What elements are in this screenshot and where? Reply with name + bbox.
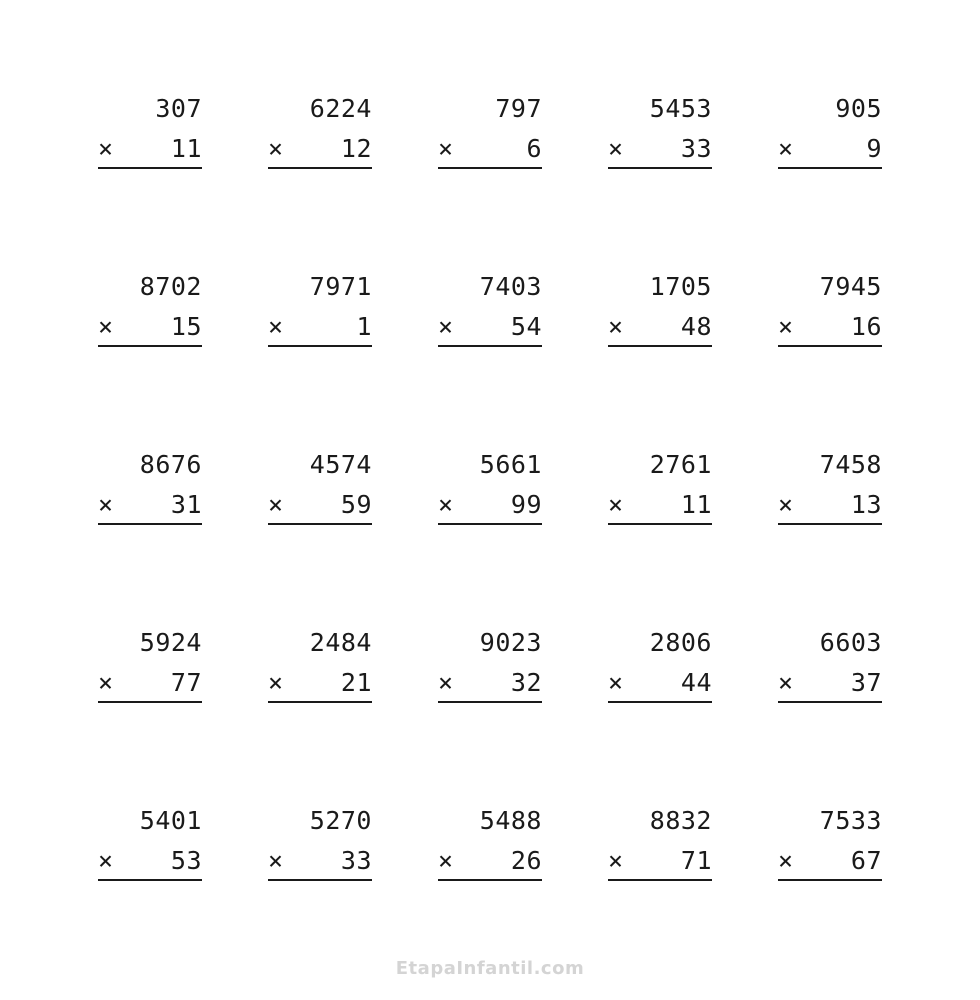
times-sign: × [778,846,794,875]
multiplicand: 2806 [649,628,712,657]
answer-line [778,345,882,347]
multiplicand: 5270 [309,806,372,835]
times-sign: × [268,312,284,341]
multiplier: 21 [340,668,372,697]
times-sign: × [98,134,114,163]
multiplier: 44 [680,668,712,697]
multiplier: 15 [170,312,202,341]
answer-line [608,345,712,347]
multiplicand: 905 [835,94,882,123]
multiplication-problem [608,94,712,174]
times-sign: × [98,846,114,875]
multiplicand: 6224 [309,94,372,123]
times-sign: × [438,668,454,697]
answer-line [268,879,372,881]
multiplication-problem [268,450,372,530]
answer-line [608,879,712,881]
multiplication-problem [778,628,882,708]
answer-line [608,523,712,525]
multiplier: 67 [850,846,882,875]
answer-line [778,167,882,169]
multiplication-problem [268,628,372,708]
multiplicand: 6603 [819,628,882,657]
multiplicand: 8676 [139,450,202,479]
times-sign: × [438,134,454,163]
multiplier: 48 [680,312,712,341]
multiplication-problem [608,806,712,886]
answer-line [438,701,542,703]
multiplicand: 5661 [479,450,542,479]
multiplication-problem [778,272,882,352]
multiplication-problem [608,450,712,530]
multiplication-problem [98,272,202,352]
answer-line [98,523,202,525]
multiplication-problem [268,272,372,352]
answer-line [778,523,882,525]
times-sign: × [778,312,794,341]
multiplier: 26 [510,846,542,875]
multiplicand: 8702 [139,272,202,301]
multiplier: 53 [170,846,202,875]
multiplicand: 7533 [819,806,882,835]
multiplier: 99 [510,490,542,519]
multiplier: 9 [866,134,882,163]
multiplier: 13 [850,490,882,519]
multiplier: 31 [170,490,202,519]
multiplicand: 7971 [309,272,372,301]
answer-line [98,345,202,347]
times-sign: × [98,668,114,697]
times-sign: × [268,668,284,697]
times-sign: × [608,134,624,163]
times-sign: × [778,134,794,163]
multiplication-problem [438,450,542,530]
times-sign: × [608,668,624,697]
answer-line [778,701,882,703]
multiplier: 33 [340,846,372,875]
multiplicand: 9023 [479,628,542,657]
multiplication-problem [778,806,882,886]
multiplicand: 7458 [819,450,882,479]
multiplication-problem [438,272,542,352]
times-sign: × [438,490,454,519]
answer-line [98,167,202,169]
multiplicand: 4574 [309,450,372,479]
multiplier: 16 [850,312,882,341]
multiplicand: 5401 [139,806,202,835]
answer-line [438,345,542,347]
multiplication-problem [438,806,542,886]
multiplicand: 8832 [649,806,712,835]
times-sign: × [608,490,624,519]
times-sign: × [608,312,624,341]
multiplier: 1 [356,312,372,341]
multiplication-problem [778,94,882,174]
multiplicand: 7403 [479,272,542,301]
multiplicand: 2484 [309,628,372,657]
times-sign: × [778,490,794,519]
multiplication-problem [608,272,712,352]
times-sign: × [98,490,114,519]
multiplication-problem [98,806,202,886]
multiplicand: 1705 [649,272,712,301]
footer-watermark: EtapaInfantil.com [395,958,585,979]
multiplicand: 5488 [479,806,542,835]
answer-line [438,167,542,169]
answer-line [438,879,542,881]
multiplication-problem [98,94,202,174]
answer-line [608,167,712,169]
multiplier: 12 [340,134,372,163]
multiplier: 32 [510,668,542,697]
multiplicand: 7945 [819,272,882,301]
times-sign: × [438,846,454,875]
answer-line [268,167,372,169]
multiplier: 54 [510,312,542,341]
answer-line [608,701,712,703]
times-sign: × [778,668,794,697]
multiplication-problem [268,806,372,886]
answer-line [438,523,542,525]
multiplicand: 5924 [139,628,202,657]
times-sign: × [438,312,454,341]
answer-line [268,523,372,525]
multiplication-problem [98,450,202,530]
multiplicand: 797 [495,94,542,123]
times-sign: × [608,846,624,875]
multiplier: 6 [526,134,542,163]
multiplier: 59 [340,490,372,519]
answer-line [778,879,882,881]
multiplier: 71 [680,846,712,875]
multiplicand: 307 [155,94,202,123]
multiplicand: 5453 [649,94,712,123]
answer-line [268,701,372,703]
multiplier: 11 [680,490,712,519]
multiplication-problem [778,450,882,530]
multiplication-problem [608,628,712,708]
multiplicand: 2761 [649,450,712,479]
multiplier: 11 [170,134,202,163]
multiplication-problem [438,628,542,708]
answer-line [98,879,202,881]
multiplication-problem [268,94,372,174]
multiplier: 37 [850,668,882,697]
multiplier: 33 [680,134,712,163]
answer-line [98,701,202,703]
multiplier: 77 [170,668,202,697]
multiplication-problem [98,628,202,708]
times-sign: × [268,490,284,519]
multiplication-problem [438,94,542,174]
times-sign: × [268,846,284,875]
times-sign: × [268,134,284,163]
answer-line [268,345,372,347]
times-sign: × [98,312,114,341]
